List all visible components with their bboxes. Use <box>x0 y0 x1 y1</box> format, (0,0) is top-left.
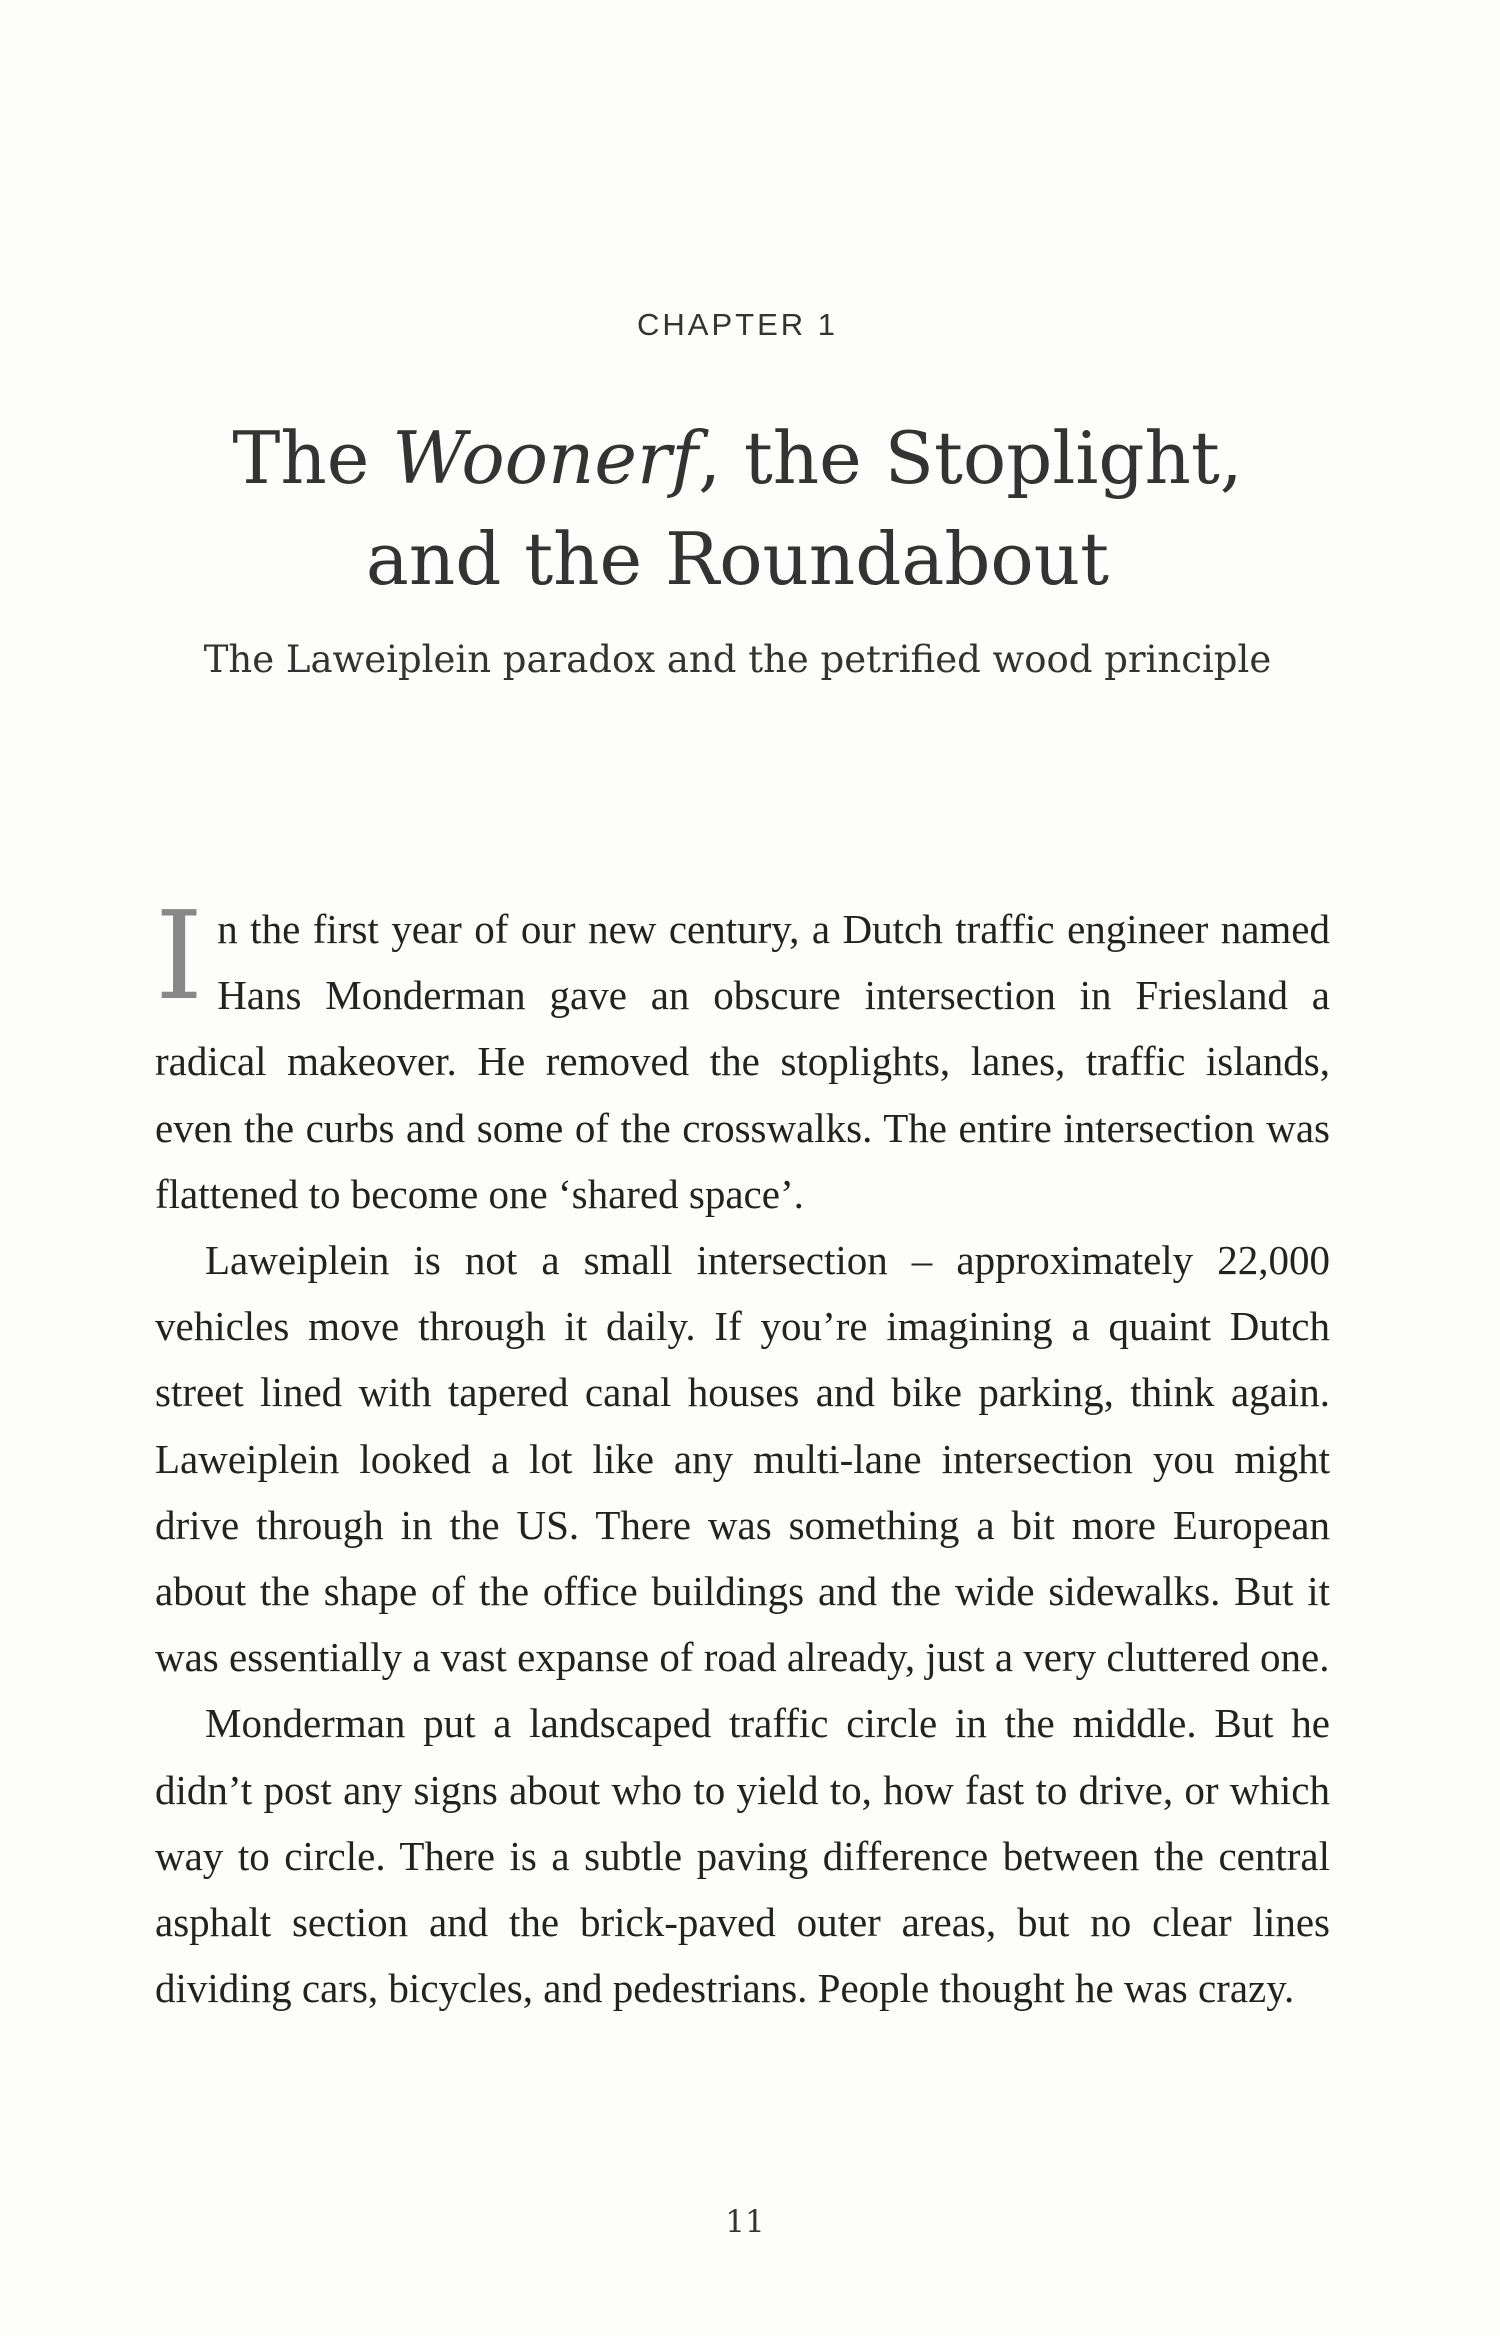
chapter-title-line-1 <box>232 416 1242 500</box>
paragraph-2: Laweiplein is not a small intersection – approximately 22,000 vehicles move through it daily. If you’re imagining a quaint Dutch street lined with tapered canal houses and bike parking, think again. Laweiplein looked a lot like any multi-lane intersection you might drive through in the US. There was something a bit more European about the shape of the office buildings and the wide sidewalks. But it was essentially a vast expanse of road already, just a very cluttered one. <box>155 1237 1330 1681</box>
chapter-title-part-1: The <box>232 416 393 500</box>
body-text <box>155 885 1330 2021</box>
drop-cap: I <box>155 885 204 1027</box>
chapter-title <box>0 408 1475 610</box>
paragraph-3: Monderman put a landscaped traffic circle in the middle. But he didn’t post any signs about who to yield to, how fast to drive, or which way to circle. There is a subtle paving difference between the central asphalt section and the brick-paved outer areas, but no clear lines dividing cars, bicycles, and pedestrians. People thought he was crazy. <box>155 1700 1330 2012</box>
chapter-title-italic-word: Woonerf <box>392 416 699 500</box>
paragraph-1-text: n the first year of our new century, a Dutch traffic engineer named Hans Monderman gave an obscure intersection in Friesland a radical makeover. He removed the stoplights, lanes, traffic islands, even the curbs and some of the crosswalks. The entire intersection was flattened to become one ‘shared space’. <box>155 906 1330 1217</box>
paragraph-1 <box>155 885 1330 1227</box>
chapter-subtitle: The Laweiplein paradox and the petrified wood principle <box>203 638 1272 681</box>
chapter-label: CHAPTER 1 <box>637 307 838 342</box>
chapter-title-part-2: , the Stoplight, <box>698 416 1243 500</box>
chapter-title-line-2: and the Roundabout <box>365 517 1110 601</box>
page-number: 11 <box>725 2204 765 2240</box>
